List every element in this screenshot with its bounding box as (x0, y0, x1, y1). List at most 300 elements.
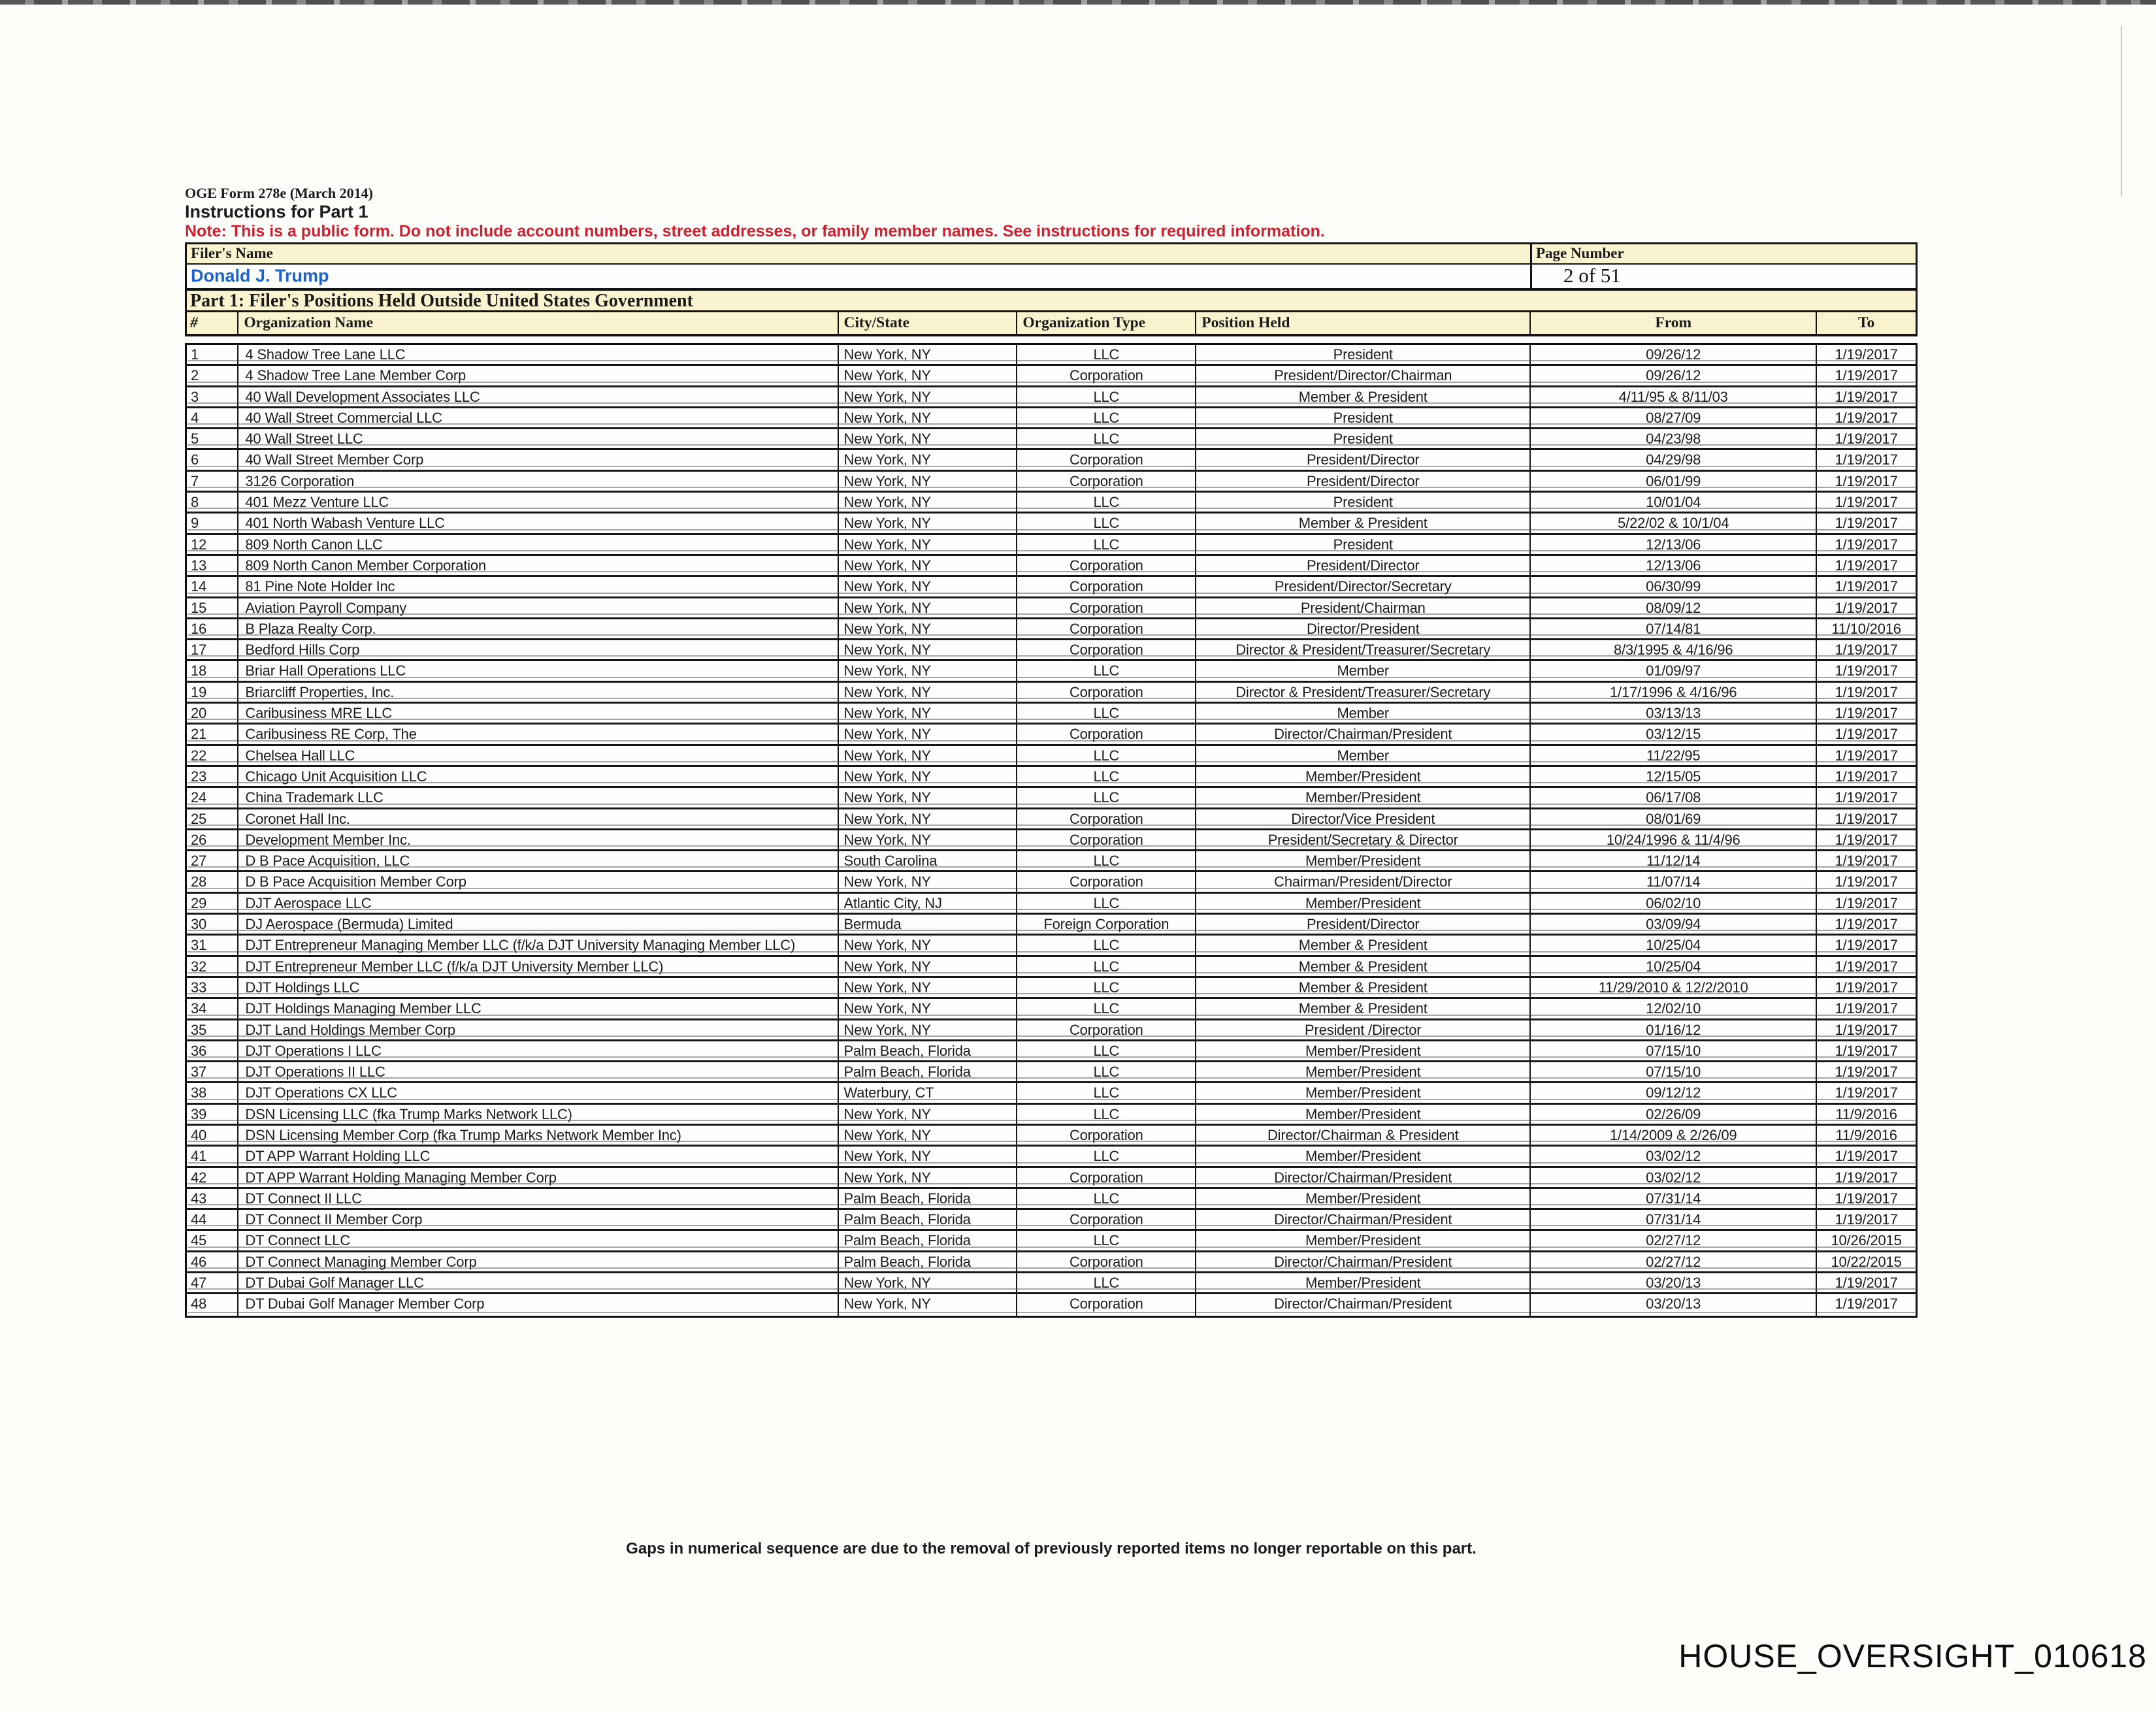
table-row (187, 957, 1916, 978)
table-row (187, 577, 1916, 598)
to-date-cell: 1/19/2017 (1835, 1295, 1898, 1312)
row-number-cell: 1 (187, 345, 238, 364)
col-header-organization-type: Organization Type (1017, 312, 1196, 334)
organization-type-cell: LLC (1017, 429, 1196, 448)
scan-artifact-right-edge (2121, 26, 2122, 196)
city-state-cell: New York, NY (839, 598, 1018, 617)
organization-name-cell: DT Dubai Golf Manager Member Corp (238, 1294, 838, 1315)
organization-type-cell: LLC (1017, 788, 1196, 807)
row-number-cell: 30 (187, 915, 238, 934)
from-date-cell: 09/12/12 (1531, 1083, 1817, 1102)
table-row (187, 1210, 1916, 1231)
to-date-cell: 1/19/2017 (1835, 810, 1898, 827)
from-date-cell: 03/02/12 (1531, 1168, 1817, 1187)
organization-type-cell: Corporation (1017, 1210, 1196, 1229)
position-held-cell: Member (1196, 704, 1531, 723)
to-date-cell: 1/19/2017 (1835, 494, 1898, 511)
from-date-cell: 12/02/10 (1531, 999, 1817, 1018)
to-date-cell: 1/19/2017 (1835, 472, 1898, 489)
table-row (187, 1231, 1916, 1252)
organization-name-cell: DJT Aerospace LLC (238, 894, 838, 913)
city-state-cell: New York, NY (839, 1020, 1018, 1039)
position-held-cell: Member & President (1196, 978, 1531, 997)
row-number-cell: 14 (187, 577, 238, 596)
organization-name-cell: 401 North Wabash Venture LLC (238, 513, 838, 532)
organization-name-cell: 4 Shadow Tree Lane LLC (238, 345, 838, 364)
organization-name-cell: Caribusiness RE Corp, The (238, 725, 838, 743)
from-date-cell: 03/12/15 (1531, 725, 1817, 743)
row-number-cell: 36 (187, 1041, 238, 1060)
position-held-cell: Member/President (1196, 851, 1531, 870)
table-row (187, 598, 1916, 619)
city-state-cell: Palm Beach, Florida (839, 1041, 1018, 1060)
from-date-cell: 02/26/09 (1531, 1105, 1817, 1124)
to-date-cell: 1/19/2017 (1835, 979, 1898, 996)
form-id-text: OGE Form 278e (March 2014) (185, 185, 373, 201)
position-held-cell: President/Director/Secretary (1196, 577, 1531, 596)
organization-type-cell: Corporation (1017, 556, 1196, 575)
organization-name-cell: DSN Licensing Member Corp (fka Trump Marks Network Member Inc) (238, 1126, 838, 1145)
row-number-cell: 21 (187, 725, 238, 743)
row-number-cell: 6 (187, 450, 238, 469)
row-number-cell: 39 (187, 1105, 238, 1124)
position-held-cell: Director/Chairman & President (1196, 1126, 1531, 1145)
from-date-cell: 07/15/10 (1531, 1062, 1817, 1081)
organization-type-cell: LLC (1017, 704, 1196, 723)
position-held-cell: Member/President (1196, 1273, 1531, 1292)
organization-type-cell: Corporation (1017, 1168, 1196, 1187)
organization-name-cell: 401 Mezz Venture LLC (238, 493, 838, 512)
filer-name-section (187, 244, 1530, 288)
table-row (187, 493, 1916, 513)
from-date-cell: 04/29/98 (1531, 450, 1817, 469)
table-row (187, 725, 1916, 745)
from-date-cell: 12/13/06 (1531, 556, 1817, 575)
to-date-cell: 1/19/2017 (1835, 916, 1898, 933)
from-date-cell: 09/26/12 (1531, 366, 1817, 385)
city-state-cell: New York, NY (839, 556, 1018, 575)
row-number-cell: 42 (187, 1168, 238, 1187)
from-date-cell: 11/07/14 (1531, 872, 1817, 891)
col-header-number: # (187, 312, 238, 334)
to-date-cell: 1/19/2017 (1835, 705, 1898, 722)
organization-type-cell: LLC (1017, 746, 1196, 765)
to-date-cell: 1/19/2017 (1835, 662, 1898, 679)
row-number-cell: 48 (187, 1294, 238, 1315)
to-date-cell: 1/19/2017 (1835, 747, 1898, 764)
to-date-cell: 1/19/2017 (1835, 1042, 1898, 1059)
position-held-cell: Director/Chairman/President (1196, 725, 1531, 743)
table-row (187, 1105, 1916, 1126)
to-date-cell: 1/19/2017 (1835, 1169, 1898, 1186)
row-number-cell: 40 (187, 1126, 238, 1145)
city-state-cell: New York, NY (839, 746, 1018, 765)
position-held-cell: Director/Vice President (1196, 809, 1531, 828)
table-row (187, 450, 1916, 471)
organization-type-cell: LLC (1017, 513, 1196, 532)
col-header-to: To (1857, 314, 1875, 331)
organization-type-cell: LLC (1017, 999, 1196, 1018)
city-state-cell: New York, NY (839, 809, 1018, 828)
row-number-cell: 33 (187, 978, 238, 997)
organization-name-cell: Chelsea Hall LLC (238, 746, 838, 765)
row-number-cell: 17 (187, 640, 238, 659)
to-date-cell: 1/19/2017 (1835, 1000, 1898, 1017)
organization-name-cell: Aviation Payroll Company (238, 598, 838, 617)
from-date-cell: 06/30/99 (1531, 577, 1817, 596)
position-held-cell: Member/President (1196, 1231, 1531, 1250)
row-number-cell: 28 (187, 872, 238, 891)
table-row (187, 619, 1916, 640)
organization-name-cell: 4 Shadow Tree Lane Member Corp (238, 366, 838, 385)
row-number-cell: 29 (187, 894, 238, 913)
position-held-cell: President (1196, 535, 1531, 554)
table-row (187, 830, 1916, 851)
city-state-cell: New York, NY (839, 936, 1018, 954)
city-state-cell: New York, NY (839, 830, 1018, 849)
city-state-cell: New York, NY (839, 978, 1018, 997)
from-date-cell: 03/20/13 (1531, 1294, 1817, 1315)
public-form-note: Note: This is a public form. Do not include account numbers, street addresses, or family member names. See instructions for required information. (185, 222, 1325, 240)
city-state-cell: South Carolina (839, 851, 1018, 870)
from-date-cell: 02/27/12 (1531, 1252, 1817, 1271)
to-date-cell: 11/10/2016 (1831, 620, 1901, 637)
position-held-cell: Member/President (1196, 1105, 1531, 1124)
organization-name-cell: Briarcliff Properties, Inc. (238, 683, 838, 702)
to-date-cell: 1/19/2017 (1835, 726, 1898, 743)
organization-type-cell: Corporation (1017, 683, 1196, 702)
row-number-cell: 34 (187, 999, 238, 1018)
organization-name-cell: DJT Holdings LLC (238, 978, 838, 997)
organization-type-cell: Corporation (1017, 1020, 1196, 1039)
table-row (187, 1189, 1916, 1210)
city-state-cell: New York, NY (839, 387, 1018, 406)
row-number-cell: 45 (187, 1231, 238, 1250)
filer-pagenumber-box (185, 242, 1918, 291)
row-number-cell: 13 (187, 556, 238, 575)
scan-artifact-top-edge (0, 0, 2156, 5)
table-row (187, 978, 1916, 999)
table-row (187, 788, 1916, 809)
organization-type-cell: LLC (1017, 851, 1196, 870)
to-date-cell: 10/22/2015 (1831, 1253, 1902, 1270)
col-header-position-held: Position Held (1196, 312, 1531, 334)
organization-type-cell: Corporation (1017, 1252, 1196, 1271)
organization-name-cell: DT APP Warrant Holding LLC (238, 1147, 838, 1165)
from-date-cell: 01/16/12 (1531, 1020, 1817, 1039)
position-held-cell: Member/President (1196, 767, 1531, 786)
to-date-cell: 1/19/2017 (1835, 853, 1898, 870)
position-held-cell: Member/President (1196, 1147, 1531, 1165)
to-date-cell: 1/19/2017 (1835, 789, 1898, 806)
from-date-cell: 03/20/13 (1531, 1273, 1817, 1292)
row-number-cell: 18 (187, 661, 238, 680)
to-date-cell: 1/19/2017 (1835, 431, 1898, 448)
organization-type-cell: LLC (1017, 767, 1196, 786)
row-number-cell: 3 (187, 387, 238, 406)
to-date-cell: 1/19/2017 (1835, 642, 1898, 659)
city-state-cell: New York, NY (839, 472, 1018, 491)
table-row (187, 387, 1916, 408)
city-state-cell: Palm Beach, Florida (839, 1062, 1018, 1081)
table-row (187, 1020, 1916, 1041)
document-id-stamp: HOUSE_OVERSIGHT_010618 (1678, 1638, 2147, 1674)
from-date-cell: 07/31/14 (1531, 1210, 1817, 1229)
gaps-footnote: Gaps in numerical sequence are due to the removal of previously reported items no longer reportable on this part. (626, 1540, 1477, 1557)
position-held-cell: President/Director (1196, 556, 1531, 575)
organization-type-cell: LLC (1017, 1062, 1196, 1081)
organization-name-cell: DJT Entrepreneur Managing Member LLC (f/k/a DJT University Managing Member LLC) (238, 936, 838, 954)
row-number-cell: 20 (187, 704, 238, 723)
city-state-cell: New York, NY (839, 872, 1018, 891)
position-held-cell: President /Director (1196, 1020, 1531, 1039)
position-held-cell: Director & President/Treasurer/Secretary (1196, 683, 1531, 702)
organization-name-cell: DT Connect LLC (238, 1231, 838, 1250)
to-date-cell: 1/19/2017 (1835, 578, 1898, 595)
organization-name-cell: Development Member Inc. (238, 830, 838, 849)
row-number-cell: 25 (187, 809, 238, 828)
from-date-cell: 10/25/04 (1531, 957, 1817, 976)
position-held-cell: President (1196, 408, 1531, 427)
from-date-cell: 01/09/97 (1531, 661, 1817, 680)
to-date-cell: 1/19/2017 (1835, 1084, 1898, 1101)
organization-name-cell: 40 Wall Street LLC (238, 429, 838, 448)
organization-type-cell: Corporation (1017, 577, 1196, 596)
table-row (187, 556, 1916, 577)
position-held-cell: Member & President (1196, 957, 1531, 976)
from-date-cell: 5/22/02 & 10/1/04 (1531, 513, 1817, 532)
organization-name-cell: Briar Hall Operations LLC (238, 661, 838, 680)
to-date-cell: 1/19/2017 (1835, 937, 1898, 954)
organization-type-cell: LLC (1017, 387, 1196, 406)
position-held-cell: Director/Chairman/President (1196, 1252, 1531, 1271)
table-row (187, 472, 1916, 493)
organization-name-cell: DT Dubai Golf Manager LLC (238, 1273, 838, 1292)
city-state-cell: New York, NY (839, 513, 1018, 532)
organization-type-cell: Corporation (1017, 830, 1196, 849)
organization-name-cell: Bedford Hills Corp (238, 640, 838, 659)
row-number-cell: 16 (187, 619, 238, 638)
from-date-cell: 08/01/69 (1531, 809, 1817, 828)
table-row (187, 915, 1916, 936)
organization-type-cell: LLC (1017, 1189, 1196, 1208)
organization-type-cell: Corporation (1017, 872, 1196, 891)
row-number-cell: 35 (187, 1020, 238, 1039)
organization-name-cell: Chicago Unit Acquisition LLC (238, 767, 838, 786)
city-state-cell: New York, NY (839, 429, 1018, 448)
positions-table (185, 343, 1918, 1318)
to-date-cell: 1/19/2017 (1835, 536, 1898, 553)
organization-type-cell: Corporation (1017, 1126, 1196, 1145)
col-header-from: From (1531, 312, 1817, 334)
table-row (187, 1252, 1916, 1273)
organization-type-cell: LLC (1017, 1105, 1196, 1124)
row-number-cell: 46 (187, 1252, 238, 1271)
city-state-cell: Palm Beach, Florida (839, 1189, 1018, 1208)
table-row (187, 640, 1916, 661)
to-date-cell: 1/19/2017 (1835, 1190, 1898, 1207)
organization-type-cell: LLC (1017, 1041, 1196, 1060)
organization-type-cell: LLC (1017, 408, 1196, 427)
row-number-cell: 4 (187, 408, 238, 427)
city-state-cell: New York, NY (839, 535, 1018, 554)
table-row (187, 1147, 1916, 1167)
page-number-value: 2 of 51 (1532, 265, 1916, 288)
position-held-cell: Director/President (1196, 619, 1531, 638)
city-state-cell: New York, NY (839, 450, 1018, 469)
organization-name-cell: D B Pace Acquisition, LLC (238, 851, 838, 870)
organization-type-cell: Corporation (1017, 1294, 1196, 1315)
organization-type-cell: Corporation (1017, 725, 1196, 743)
city-state-cell: New York, NY (839, 640, 1018, 659)
organization-name-cell: 3126 Corporation (238, 472, 838, 491)
organization-type-cell: LLC (1017, 493, 1196, 512)
table-row (187, 894, 1916, 915)
table-column-header (185, 312, 1918, 336)
organization-type-cell: Corporation (1017, 809, 1196, 828)
table-row (187, 704, 1916, 725)
position-held-cell: Director/Chairman/President (1196, 1294, 1531, 1315)
row-number-cell: 9 (187, 513, 238, 532)
table-row (187, 1083, 1916, 1104)
organization-name-cell: 40 Wall Street Member Corp (238, 450, 838, 469)
city-state-cell: Bermuda (839, 915, 1018, 934)
from-date-cell: 11/29/2010 & 12/2/2010 (1531, 978, 1817, 997)
row-number-cell: 15 (187, 598, 238, 617)
organization-type-cell: LLC (1017, 1147, 1196, 1165)
organization-name-cell: DSN Licensing LLC (fka Trump Marks Network LLC) (238, 1105, 838, 1124)
organization-name-cell: DJT Operations II LLC (238, 1062, 838, 1081)
row-number-cell: 24 (187, 788, 238, 807)
city-state-cell: New York, NY (839, 1147, 1018, 1165)
to-date-cell: 1/19/2017 (1835, 599, 1898, 616)
table-row (187, 1062, 1916, 1083)
table-row (187, 683, 1916, 704)
filer-name-value: Donald J. Trump (187, 265, 1530, 288)
to-date-cell: 1/19/2017 (1835, 557, 1898, 574)
city-state-cell: New York, NY (839, 999, 1018, 1018)
to-date-cell: 1/19/2017 (1835, 1021, 1898, 1038)
position-held-cell: President (1196, 493, 1531, 512)
row-number-cell: 2 (187, 366, 238, 385)
from-date-cell: 12/15/05 (1531, 767, 1817, 786)
position-held-cell: Member & President (1196, 936, 1531, 954)
organization-name-cell: DT APP Warrant Holding Managing Member Corp (238, 1168, 838, 1187)
table-row (187, 767, 1916, 788)
to-date-cell: 1/19/2017 (1835, 1275, 1898, 1292)
from-date-cell: 11/12/14 (1531, 851, 1817, 870)
table-row (187, 999, 1916, 1020)
to-date-cell: 1/19/2017 (1835, 958, 1898, 975)
row-number-cell: 7 (187, 472, 238, 491)
col-header-city-state: City/State (839, 312, 1018, 334)
position-held-cell: President (1196, 429, 1531, 448)
organization-type-cell: Corporation (1017, 472, 1196, 491)
city-state-cell: New York, NY (839, 704, 1018, 723)
from-date-cell: 07/31/14 (1531, 1189, 1817, 1208)
city-state-cell: New York, NY (839, 1168, 1018, 1187)
organization-name-cell: China Trademark LLC (238, 788, 838, 807)
position-held-cell: Director/Chairman/President (1196, 1168, 1531, 1187)
organization-type-cell: Corporation (1017, 366, 1196, 385)
position-held-cell: President/Director (1196, 915, 1531, 934)
position-held-cell: President/Director (1196, 450, 1531, 469)
organization-name-cell: 809 North Canon LLC (238, 535, 838, 554)
to-date-cell: 1/19/2017 (1835, 388, 1898, 405)
position-held-cell: Chairman/President/Director (1196, 872, 1531, 891)
position-held-cell: Director/Chairman/President (1196, 1210, 1531, 1229)
to-date-cell: 1/19/2017 (1835, 515, 1898, 532)
organization-type-cell: LLC (1017, 1231, 1196, 1250)
organization-type-cell: LLC (1017, 936, 1196, 954)
city-state-cell: Palm Beach, Florida (839, 1252, 1018, 1271)
from-date-cell: 03/02/12 (1531, 1147, 1817, 1165)
city-state-cell: Palm Beach, Florida (839, 1210, 1018, 1229)
from-date-cell: 06/01/99 (1531, 472, 1817, 491)
to-date-cell: 1/19/2017 (1835, 831, 1898, 848)
instructions-title: Instructions for Part 1 (185, 202, 368, 221)
from-date-cell: 8/3/1995 & 4/16/96 (1531, 640, 1817, 659)
to-date-cell: 1/19/2017 (1835, 683, 1898, 700)
city-state-cell: New York, NY (839, 957, 1018, 976)
table-row (187, 1126, 1916, 1147)
to-date-cell: 11/9/2016 (1835, 1105, 1897, 1122)
to-date-cell: 1/19/2017 (1835, 1211, 1898, 1228)
from-date-cell: 06/02/10 (1531, 894, 1817, 913)
row-number-cell: 37 (187, 1062, 238, 1081)
organization-type-cell: Corporation (1017, 640, 1196, 659)
table-row (187, 1168, 1916, 1189)
to-date-cell: 1/19/2017 (1835, 346, 1898, 363)
from-date-cell: 10/25/04 (1531, 936, 1817, 954)
row-number-cell: 32 (187, 957, 238, 976)
position-held-cell: Member & President (1196, 999, 1531, 1018)
from-date-cell: 03/13/13 (1531, 704, 1817, 723)
row-number-cell: 47 (187, 1273, 238, 1292)
to-date-cell: 11/9/2016 (1835, 1126, 1897, 1143)
row-number-cell: 38 (187, 1083, 238, 1102)
organization-name-cell: DT Connect II Member Corp (238, 1210, 838, 1229)
organization-name-cell: DJT Entrepreneur Member LLC (f/k/a DJT University Member LLC) (238, 957, 838, 976)
organization-type-cell: LLC (1017, 1273, 1196, 1292)
position-held-cell: Member & President (1196, 387, 1531, 406)
city-state-cell: New York, NY (839, 619, 1018, 638)
organization-name-cell: DJT Holdings Managing Member LLC (238, 999, 838, 1018)
position-held-cell: Member/President (1196, 894, 1531, 913)
organization-name-cell: DJT Operations I LLC (238, 1041, 838, 1060)
city-state-cell: New York, NY (839, 408, 1018, 427)
position-held-cell: Member/President (1196, 1062, 1531, 1081)
from-date-cell: 03/09/94 (1531, 915, 1817, 934)
city-state-cell: New York, NY (839, 493, 1018, 512)
filer-name-label: Filer's Name (187, 244, 1530, 265)
from-date-cell: 08/09/12 (1531, 598, 1817, 617)
to-date-cell: 1/19/2017 (1835, 409, 1898, 426)
organization-name-cell: 809 North Canon Member Corporation (238, 556, 838, 575)
organization-type-cell: LLC (1017, 957, 1196, 976)
position-held-cell: Member/President (1196, 1041, 1531, 1060)
table-row (187, 345, 1916, 366)
organization-name-cell: Caribusiness MRE LLC (238, 704, 838, 723)
organization-name-cell: DJT Operations CX LLC (238, 1083, 838, 1102)
organization-type-cell: LLC (1017, 978, 1196, 997)
position-held-cell: President (1196, 345, 1531, 364)
organization-type-cell: LLC (1017, 661, 1196, 680)
table-row (187, 513, 1916, 534)
from-date-cell: 12/13/06 (1531, 535, 1817, 554)
to-date-cell: 1/19/2017 (1835, 1064, 1898, 1081)
from-date-cell: 06/17/08 (1531, 788, 1817, 807)
